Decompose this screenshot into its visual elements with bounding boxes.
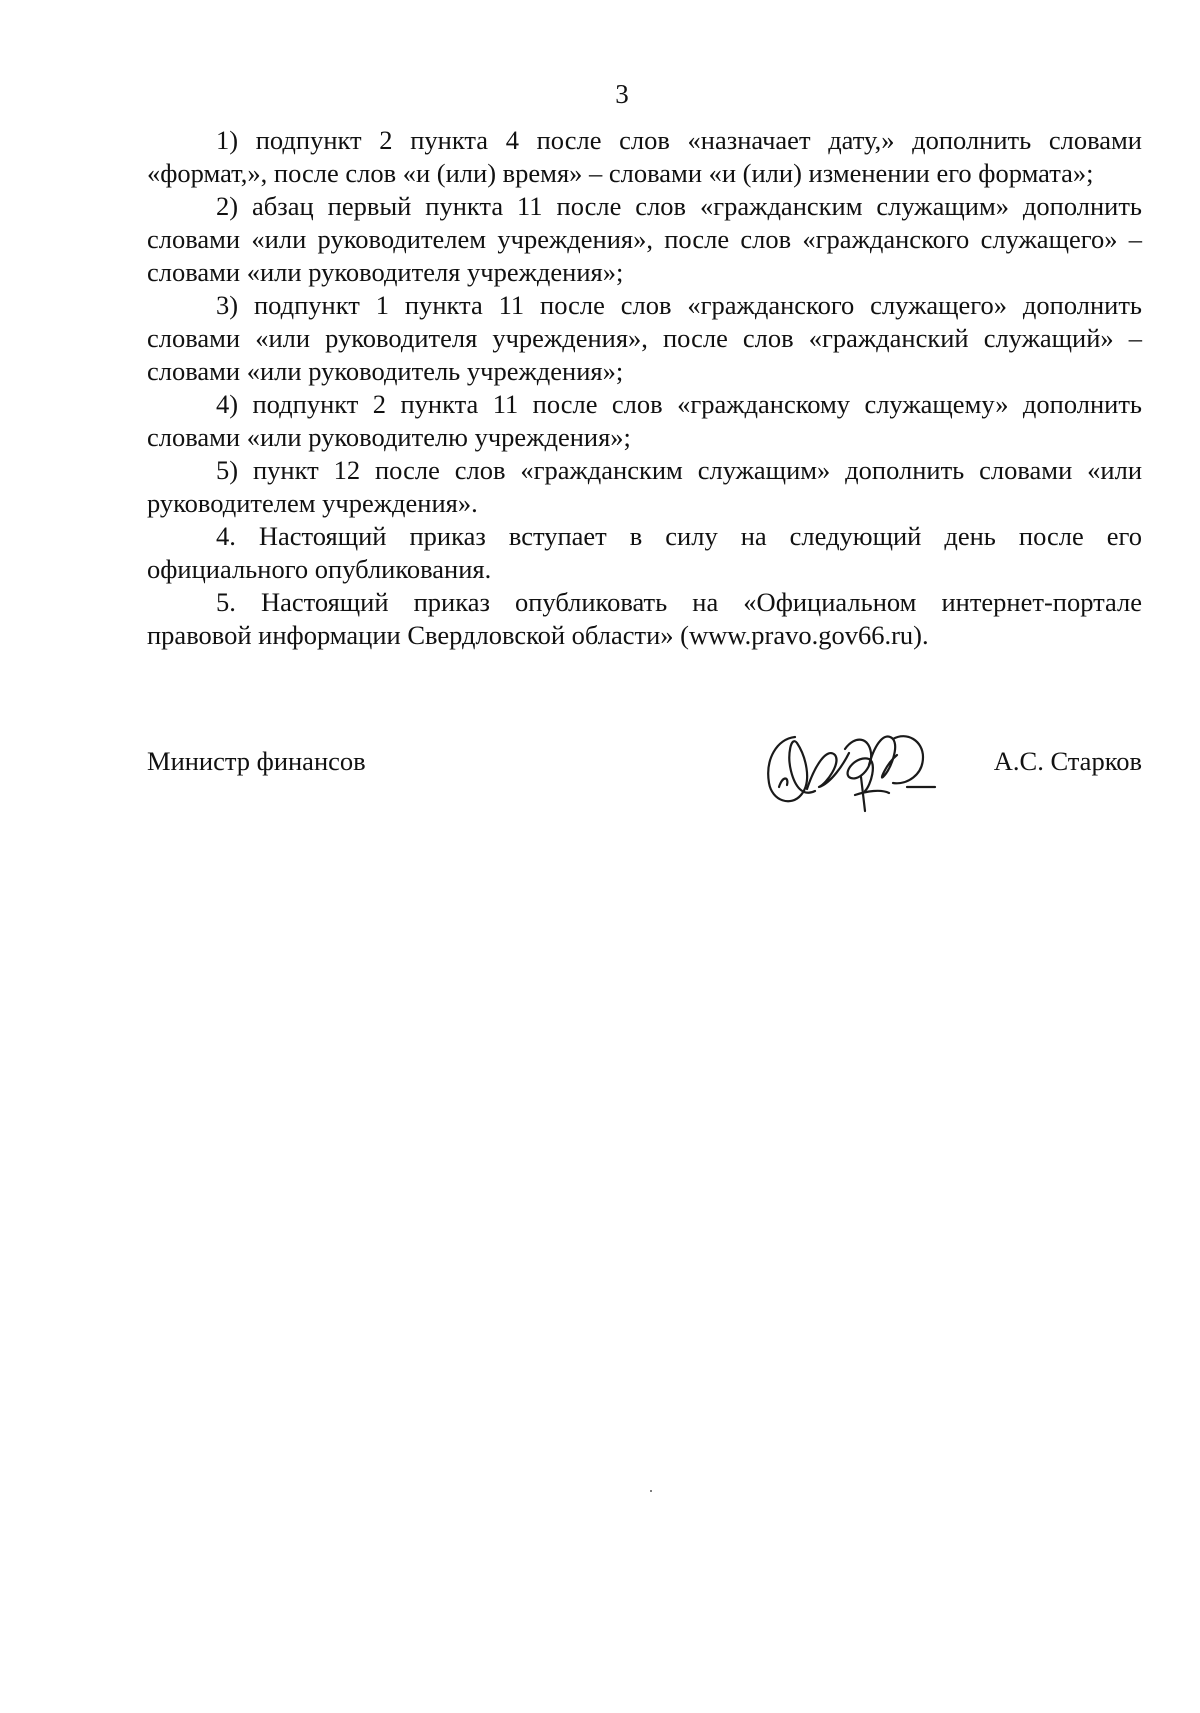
paragraph-publication: 5. Настоящий приказ опубликовать на «Официальном интернет-портале правовой информации Свердловской области» (www.pravo.gov66.ru). (147, 587, 1142, 650)
paragraph-effective-date: 4. Настоящий приказ вступает в силу на следующий день после его официального опубликования. (147, 521, 1142, 584)
signer-position: Министр финансов (147, 746, 366, 776)
paragraph-item-4: 4) подпункт 2 пункта 11 после слов «гражданскому служащему» дополнить словами «или руководителю учреждения»; (147, 389, 1142, 452)
page-number: 3 (615, 79, 629, 109)
document-body (147, 124, 1142, 652)
signature-block (147, 735, 1142, 825)
scan-speck (650, 1490, 652, 1492)
paragraph-item-3: 3) подпункт 1 пункта 11 после слов «гражданского служащего» дополнить словами «или руководителя учреждения», после слов «гражданский служащий» – словами «или руководитель учреждения»; (147, 290, 1142, 386)
paragraph-item-5: 5) пункт 12 после слов «гражданским служащим» дополнить словами «или руководителем учреждения». (147, 455, 1142, 518)
handwritten-signature (757, 725, 947, 815)
paragraph-item-2: 2) абзац первый пункта 11 после слов «гражданским служащим» дополнить словами «или руководителем учреждения», после слов «гражданского служащего» – словами «или руководителя учреждения»; (147, 191, 1142, 287)
paragraph-item-1: 1) подпункт 2 пункта 4 после слов «назначает дату,» дополнить словами «формат,», после слов «и (или) время» – словами «и (или) изменении его формата»; (147, 125, 1142, 188)
signer-name: А.С. Старков (993, 746, 1142, 776)
